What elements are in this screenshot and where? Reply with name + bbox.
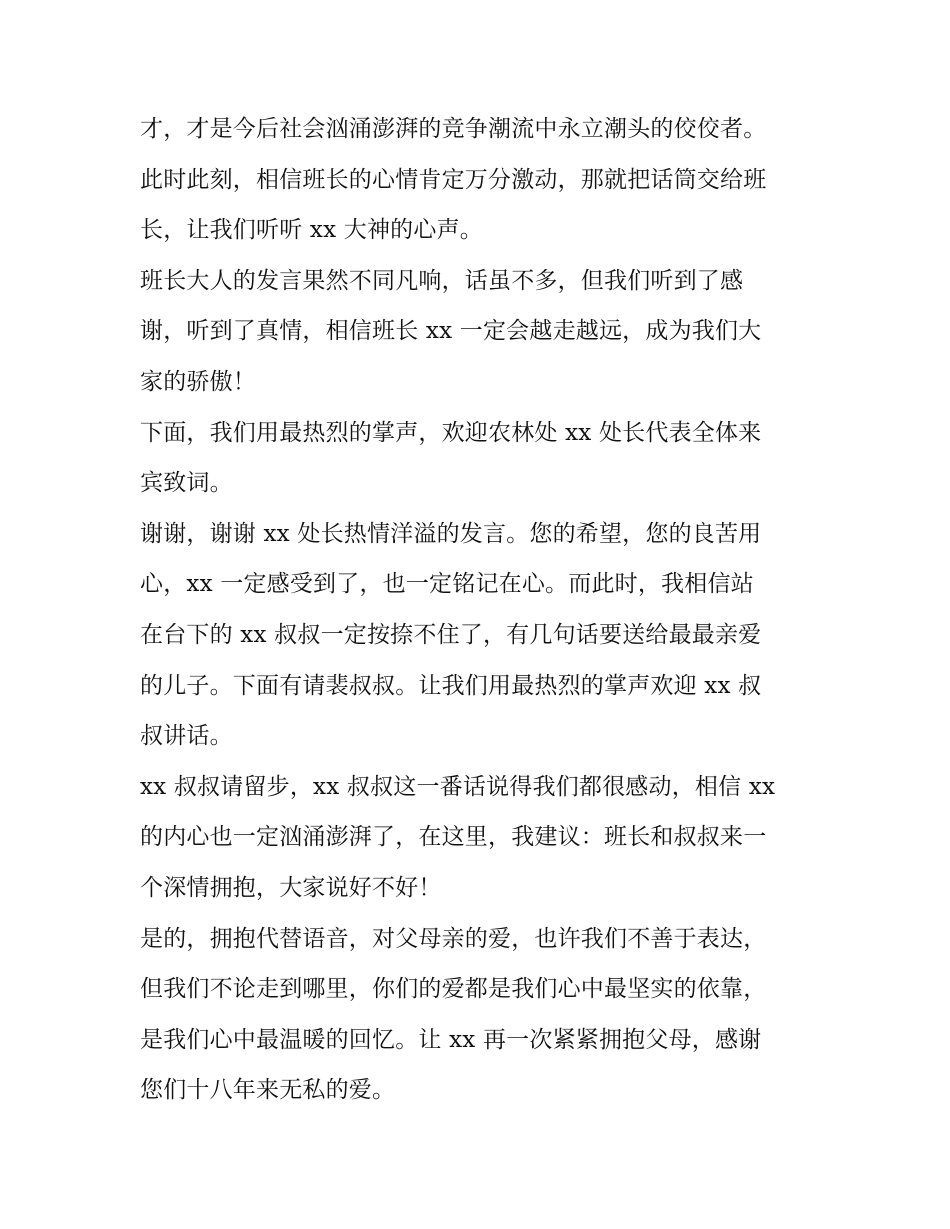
text-line: 个深情拥抱，大家说好不好！: [140, 874, 442, 901]
text-line: 长，让我们听听 xx 大神的心声。: [140, 217, 483, 244]
paragraph: [140, 256, 820, 408]
text-line: 此时此刻，相信班长的心情肯定万分激动，那就把话筒交给班: [140, 166, 767, 193]
text-line: 叔讲话。: [140, 723, 233, 750]
text-line: 的儿子。下面有请裴叔叔。让我们用最热烈的掌声欢迎 xx 叔: [140, 672, 762, 699]
text-line: 谢谢，谢谢 xx 处长热情洋溢的发言。您的希望，您的良苦用: [140, 520, 762, 547]
text-line: 才，才是今后社会汹涌澎湃的竞争潮流中永立潮头的佼佼者。: [140, 116, 767, 142]
paragraph: [140, 509, 820, 762]
text-line: 宾致词。: [140, 470, 233, 497]
text-line: 在台下的 xx 叔叔一定按捺不住了，有几句话要送给最最亲爱: [140, 621, 762, 648]
text-line: 家的骄傲！: [140, 368, 256, 395]
text-line: 您们十八年来无私的爱。: [140, 1077, 396, 1104]
text-line: 是的，拥抱代替语音，对父母亲的爱，也许我们不善于表达，: [140, 925, 767, 952]
paragraph: [140, 762, 820, 914]
document-body: [140, 104, 820, 1116]
text-line: 是我们心中最温暖的回忆。让 xx 再一次紧紧拥抱父母，感谢: [140, 1026, 762, 1053]
text-line: 下面，我们用最热烈的掌声，欢迎农林处 xx 处长代表全体来: [140, 419, 762, 446]
paragraph: [140, 408, 820, 509]
text-line: 班长大人的发言果然不同凡响，话虽不多，但我们听到了感: [140, 267, 744, 294]
text-line: 谢，听到了真情，相信班长 xx 一定会越走越远，成为我们大: [140, 318, 762, 345]
paragraph: [140, 914, 820, 1116]
paragraph: [140, 155, 820, 256]
text-line: xx 叔叔请留步，xx 叔叔这一番话说得我们都很感动，相信 xx: [140, 773, 776, 800]
text-line: 的内心也一定汹涌澎湃了，在这里，我建议：班长和叔叔来一: [140, 824, 767, 851]
paragraph: [140, 104, 820, 155]
text-line: 心，xx 一定感受到了，也一定铭记在心。而此时，我相信站: [140, 571, 754, 598]
text-line: 但我们不论走到哪里，你们的爱都是我们心中最坚实的依靠，: [140, 976, 767, 1003]
